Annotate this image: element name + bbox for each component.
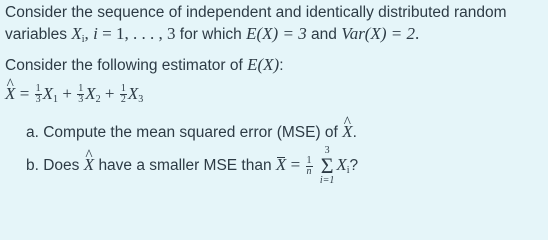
- plus-2: +: [104, 84, 115, 103]
- equals: =: [19, 84, 30, 103]
- intro-line-1: [5, 4, 507, 22]
- fraction-one-over-n: [306, 156, 313, 177]
- part-a: [26, 122, 357, 142]
- estimator-target: E(X): [247, 55, 280, 74]
- part-b-text-1: b. Does: [26, 157, 80, 175]
- intro-text-1: Consider the sequence of independent and identically distributed random: [5, 4, 507, 21]
- equals: =: [290, 155, 301, 175]
- expectation: E(X) = 3: [246, 24, 307, 43]
- sum-upper: 3: [324, 145, 330, 156]
- x1: X: [42, 84, 53, 103]
- fraction-one-half: [120, 84, 127, 105]
- var-x-sub: i: [81, 34, 85, 45]
- part-b-text-2: have a smaller MSE than: [98, 157, 272, 175]
- x2-sub: 2: [95, 94, 101, 105]
- x3: X: [127, 84, 139, 103]
- comma: ,: [84, 24, 89, 43]
- index-i: i: [93, 24, 98, 43]
- variance: Var(X) = 2: [341, 24, 415, 43]
- index-range: = 1, . . . , 3: [102, 24, 176, 43]
- frac-num: 1: [120, 83, 126, 95]
- x-bar: X: [275, 155, 287, 175]
- frac-num: 1: [306, 154, 312, 166]
- xi-sub: i: [346, 165, 350, 177]
- x1-sub: 1: [53, 94, 58, 105]
- plus-1: +: [62, 84, 72, 103]
- intro-text-2: variables: [5, 26, 68, 43]
- frac-den: 3: [78, 94, 84, 106]
- part-b: [26, 146, 358, 186]
- intro-line-2: [5, 24, 419, 45]
- question-mark: ?: [349, 157, 359, 175]
- xi: X: [336, 155, 347, 175]
- estimator-intro-text: Consider the following estimator of: [5, 57, 243, 74]
- x-hat: ^ X: [84, 155, 94, 175]
- x3-sub: 3: [138, 94, 144, 105]
- estimator-intro-line: [5, 55, 284, 75]
- frac-num: 1: [35, 83, 41, 95]
- x-hat: ^ X: [342, 122, 352, 142]
- estimator-formula: [5, 84, 143, 105]
- x2: X: [85, 84, 96, 103]
- frac-num: 1: [78, 83, 84, 95]
- frac-den: 3: [35, 94, 41, 106]
- for-which-text: for which: [179, 26, 242, 43]
- frac-den: n: [306, 165, 312, 177]
- part-a-text: a. Compute the mean squared error (MSE) of: [26, 124, 338, 141]
- sigma-symbol: Σ: [320, 153, 334, 178]
- period: .: [352, 124, 357, 141]
- and-text: and: [311, 26, 337, 43]
- frac-den: 2: [120, 94, 126, 106]
- sum-lower: i=1: [319, 175, 335, 186]
- fraction-one-third-a: [35, 84, 42, 105]
- var-x: X: [71, 24, 82, 43]
- summation: [320, 146, 335, 186]
- x-hat: ^ X: [5, 84, 15, 104]
- colon: :: [279, 57, 284, 74]
- fraction-one-third-b: [77, 84, 84, 105]
- period: .: [414, 24, 420, 43]
